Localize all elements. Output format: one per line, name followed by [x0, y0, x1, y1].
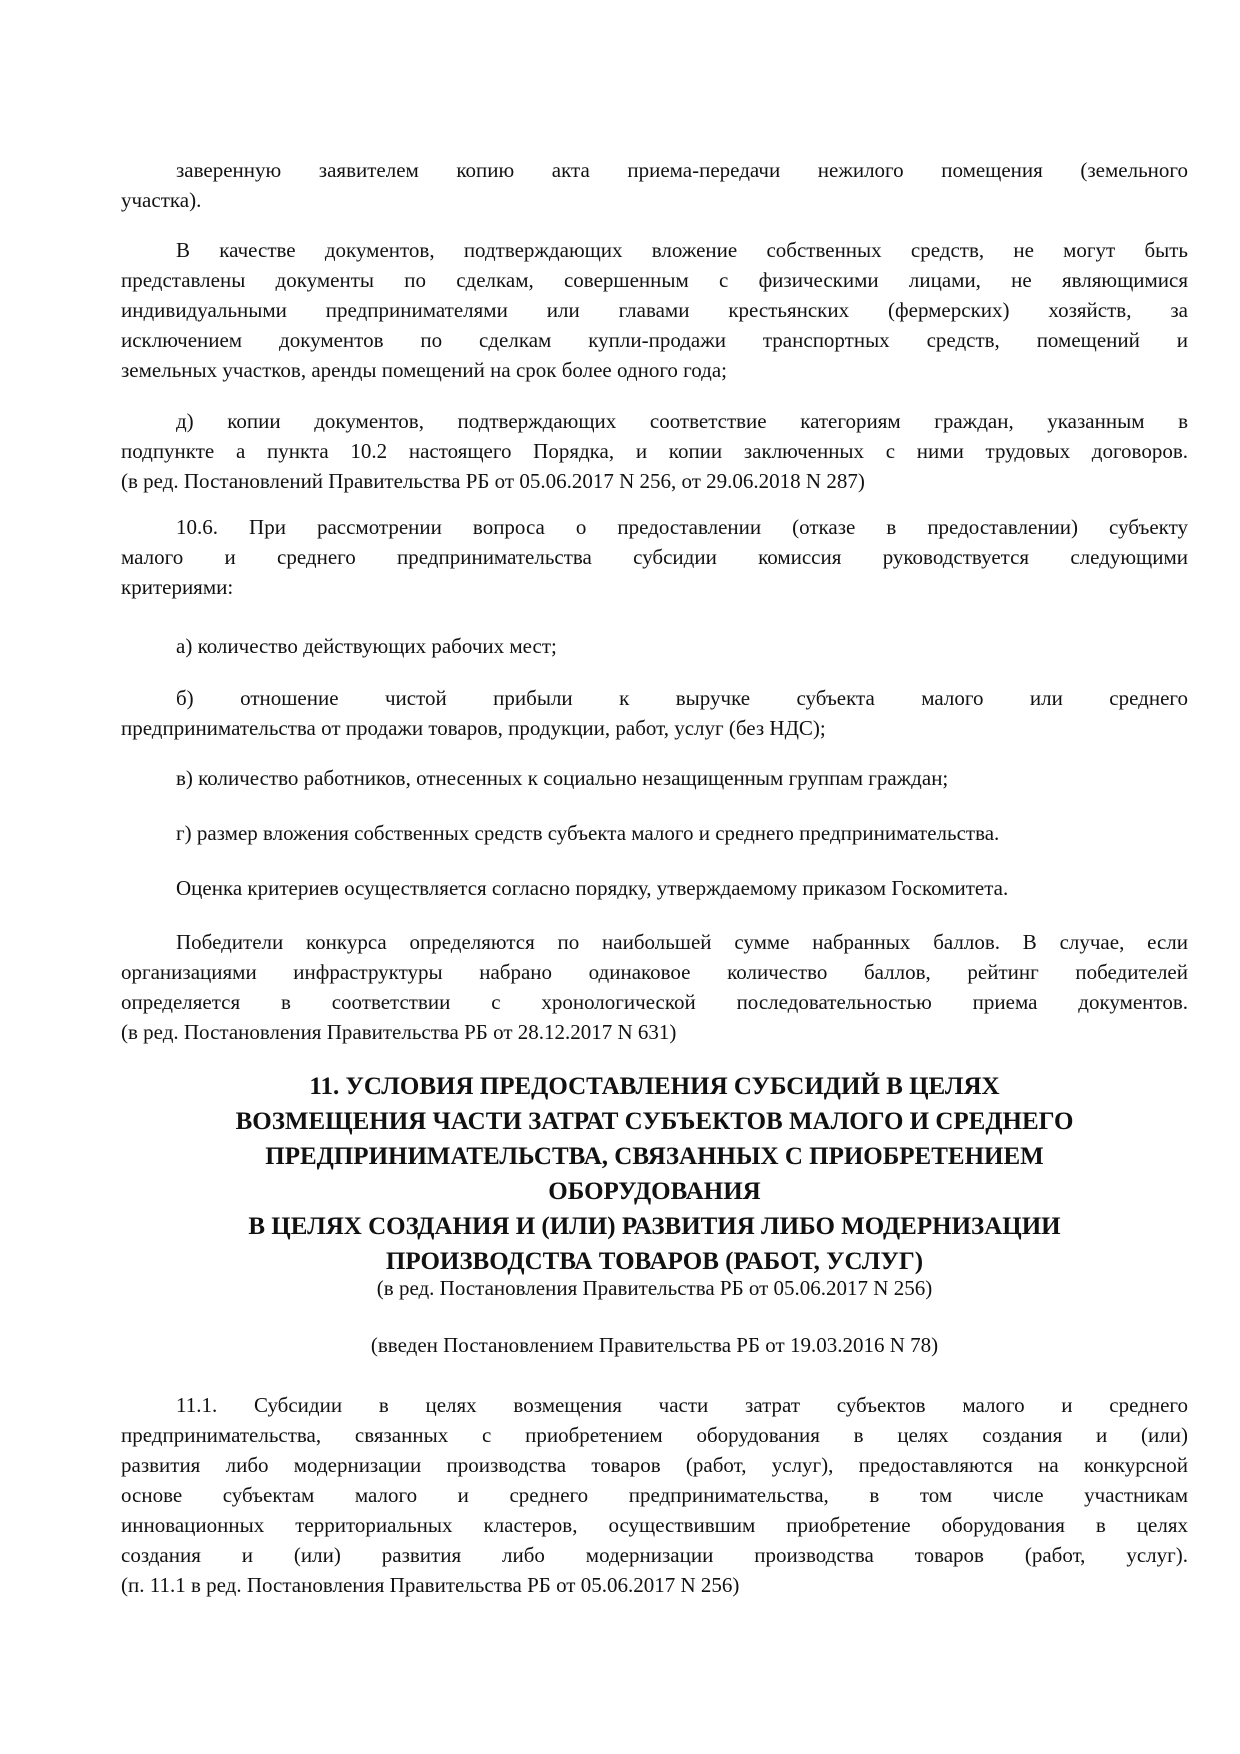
text-line: 10.6. При рассмотрении вопроса о предоставлении (отказе в предоставлении) субъекту [176, 515, 1188, 539]
text-line: определяется в соответствии с хронологической последовательностью приема документов. [121, 990, 1188, 1014]
heading-amendment-note: (в ред. Постановления Правительства РБ от 05.06.2017 N 256) [376, 1276, 933, 1300]
text-line: участка). [121, 188, 202, 212]
text-line: г) размер вложения собственных средств субъекта малого и среднего предпринимательства. [176, 821, 1000, 845]
introduced-note: (введен Постановлением Правительства РБ от 19.03.2016 N 78) [370, 1333, 939, 1357]
heading-line: ПРЕДПРИНИМАТЕЛЬСТВА, СВЯЗАННЫХ С ПРИОБРЕТЕНИЕМ [265, 1143, 1044, 1170]
paragraph [121, 406, 1188, 496]
paragraph [121, 683, 1188, 743]
text-line: 11.1. Субсидии в целях возмещения части затрат субъектов малого и среднего [176, 1393, 1188, 1417]
text-line: развития либо модернизации производства товаров (работ, услуг), предоставляются на конкурсной [121, 1453, 1188, 1477]
text-line: организациями инфраструктуры набрано одинаковое количество баллов, рейтинг победителей [121, 960, 1188, 984]
heading-line: ОБОРУДОВАНИЯ [548, 1178, 761, 1205]
text-line: Оценка критериев осуществляется согласно порядку, утверждаемому приказом Госкомитета. [176, 876, 1009, 900]
text-line: индивидуальными предпринимателями или главами крестьянских (фермерских) хозяйств, за [121, 298, 1188, 322]
text-line: представлены документы по сделкам, совершенным с физическими лицами, не являющимися [121, 268, 1188, 292]
heading-line: ПРОИЗВОДСТВА ТОВАРОВ (РАБОТ, УСЛУГ) [385, 1248, 924, 1275]
text-line: малого и среднего предпринимательства субсидии комиссия руководствуется следующими [121, 545, 1188, 569]
paragraph [121, 1390, 1188, 1600]
paragraph [121, 873, 1188, 903]
amendment-note: (п. 11.1 в ред. Постановления Правительства РБ от 05.06.2017 N 256) [121, 1573, 740, 1597]
text-line: создания и (или) развития либо модернизации производства товаров (работ, услуг). [121, 1543, 1188, 1567]
paragraph [121, 631, 1188, 661]
paragraph [121, 927, 1188, 1047]
text-line: земельных участков, аренды помещений на срок более одного года; [121, 358, 727, 382]
heading-line: 11. УСЛОВИЯ ПРЕДОСТАВЛЕНИЯ СУБСИДИЙ В ЦЕЛЯХ [309, 1073, 1000, 1100]
section-heading [121, 1069, 1188, 1279]
text-line: критериями: [121, 575, 234, 599]
heading-line: ВОЗМЕЩЕНИЯ ЧАСТИ ЗАТРАТ СУБЪЕКТОВ МАЛОГО И СРЕДНЕГО [235, 1108, 1074, 1135]
text-line: инновационных территориальных кластеров, осуществившим приобретение оборудования в целях [121, 1513, 1188, 1537]
text-line: в) количество работников, отнесенных к социально незащищенным группам граждан; [176, 766, 949, 790]
text-line: исключением документов по сделкам купли-продажи транспортных средств, помещений и [121, 328, 1188, 352]
paragraph [121, 235, 1188, 385]
heading-line: В ЦЕЛЯХ СОЗДАНИЯ И (ИЛИ) РАЗВИТИЯ ЛИБО МОДЕРНИЗАЦИИ [248, 1213, 1061, 1240]
text-line: подпункте а пункта 10.2 настоящего Порядка, и копии заключенных с ними трудовых договоров. [121, 439, 1188, 463]
paragraph [121, 763, 1188, 793]
text-line: предпринимательства, связанных с приобретением оборудования в целях создания и (или) [121, 1423, 1188, 1447]
paragraph [121, 818, 1188, 848]
paragraph [121, 155, 1188, 215]
text-line: Победители конкурса определяются по наибольшей сумме набранных баллов. В случае, если [176, 930, 1188, 954]
text-line: предпринимательства от продажи товаров, продукции, работ, услуг (без НДС); [121, 716, 826, 740]
text-line: заверенную заявителем копию акта приема-передачи нежилого помещения (земельного [176, 158, 1188, 182]
text-line: д) копии документов, подтверждающих соответствие категориям граждан, указанным в [176, 409, 1188, 433]
text-line: В качестве документов, подтверждающих вложение собственных средств, не могут быть [176, 238, 1188, 262]
text-line: а) количество действующих рабочих мест; [176, 634, 557, 658]
text-line: основе субъектам малого и среднего предпринимательства, в том числе участникам [121, 1483, 1188, 1507]
amendment-note: (в ред. Постановлений Правительства РБ от 05.06.2017 N 256, от 29.06.2018 N 287) [121, 469, 865, 493]
amendment-note: (в ред. Постановления Правительства РБ от 28.12.2017 N 631) [121, 1020, 677, 1044]
paragraph [121, 512, 1188, 602]
text-line: б) отношение чистой прибыли к выручке субъекта малого или среднего [176, 686, 1188, 710]
